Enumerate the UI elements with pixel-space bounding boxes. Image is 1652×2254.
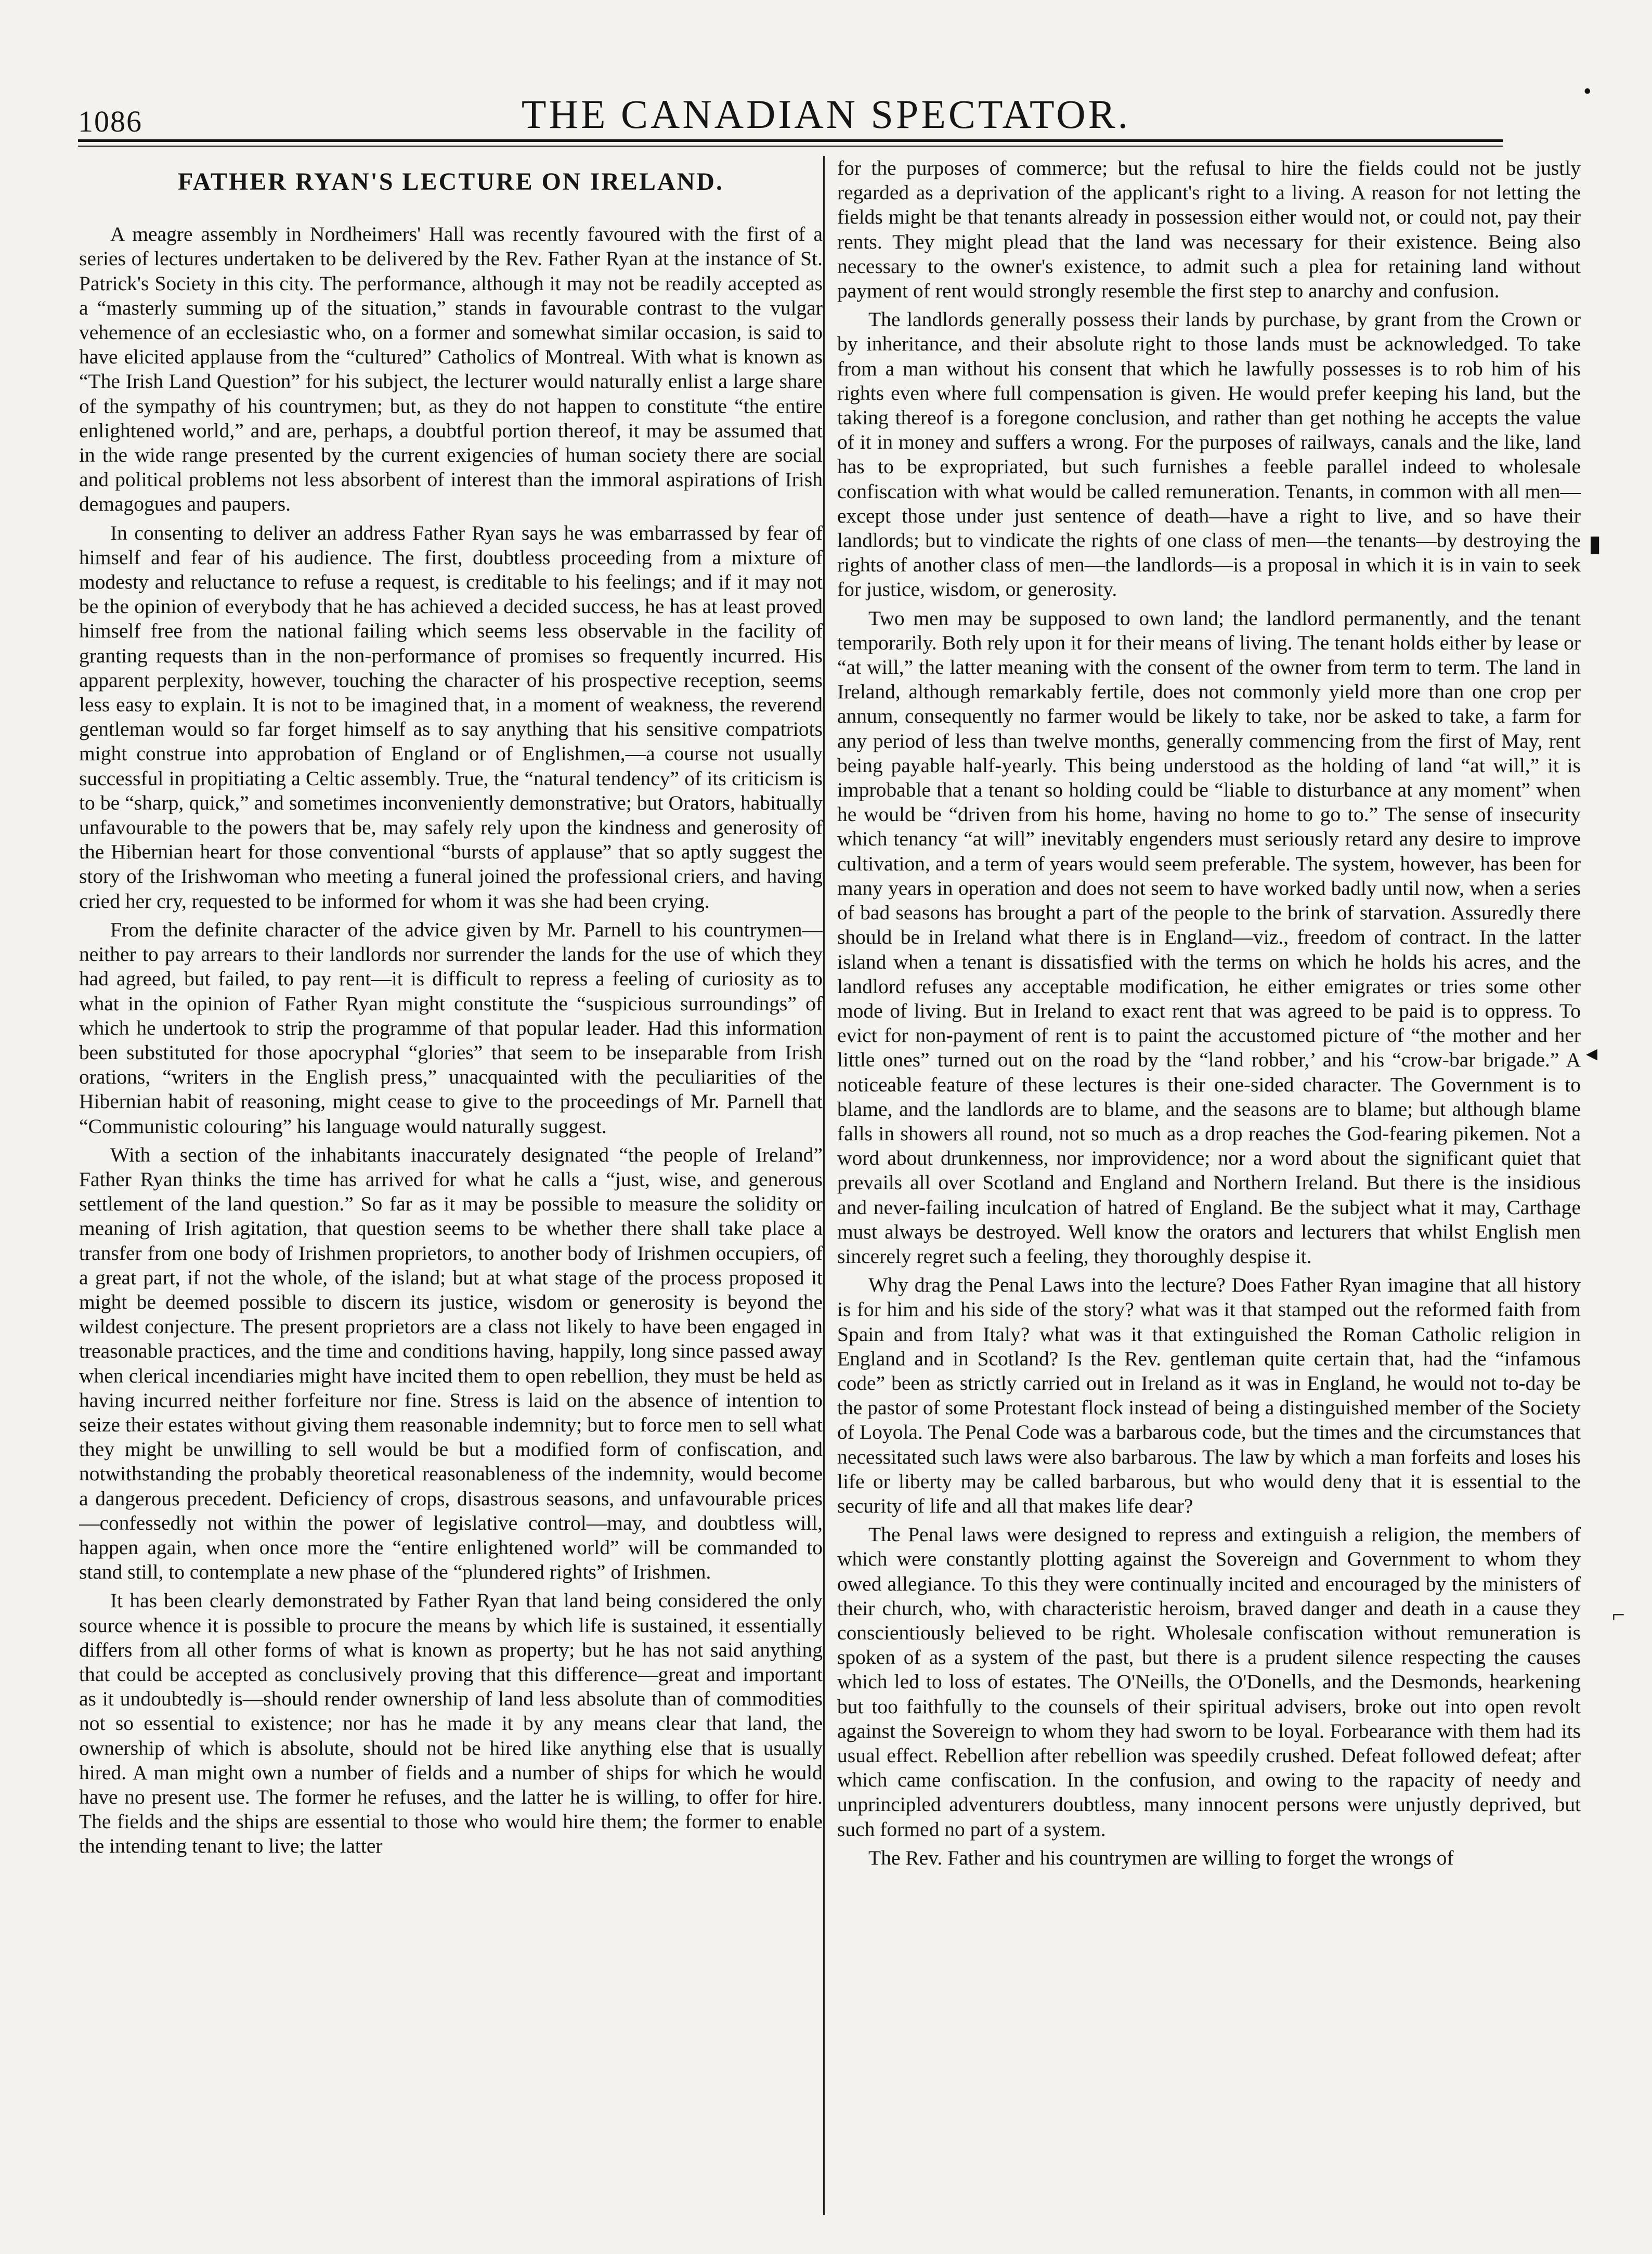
paragraph: for the purposes of commerce; but the refusal to hire the fields could not be justly regarded as a deprivation of the applicant's right to a living. A reason for not letting the fields might be that tenants already in possession either would not, or could not, pay their rents. They might plead that the land was necessary for their existence. Being also necessary to the owner's existence, to admit such a plea for retaining land without payment of rent would strongly resemble the first step to anarchy and confusion. <box>837 157 1581 303</box>
article-title: FATHER RYAN'S LECTURE ON IRELAND. <box>178 168 724 196</box>
publication-title: THE CANADIAN SPECTATOR. <box>521 92 1131 137</box>
paragraph: Two men may be supposed to own land; the landlord permanently, and the tenant temporarily. Both rely upon it for their means of living. The tenant holds either by lease or “at will,” the latter meaning with the consent of the owner from term to term. The land in Ireland, although remarkably fertile, does not commonly yield more than one crop per annum, consequently no farmer would be likely to take, nor be asked to take, a farm for any period of less than twelve months, generally commencing from the first of May, rent being payable half-yearly. This being understood as the holding of land “at will,” it is improbable that a tenant so holding could be “liable to disturbance at any moment” when he would be “driven from his home, having no home to go to.” The sense of insecurity which tenancy “at will” inevitably engenders must seriously retard any desire to improve cultivation, and a term of years would seem preferable. The system, however, has been for many years in operation and does not seem to have worked badly until now, when a series of bad seasons has brought a part of the people to the brink of starvation. Assuredly there should be in Ireland what there is in England—viz., freedom of contract. In the latter island when a tenant is dissatisfied with the terms on which he holds his acres, and the landlord refuses any acceptable modification, he either emigrates or tries some other mode of living. But in Ireland to exact rent that was agreed to be paid is to oppress. To evict for non-payment of rent is to paint the accustomed picture of “the mother and her little ones” turned out on the road by the “land robber,’ and his “crow-bar brigade.” A noticeable feature of these lectures is their one-sided character. The Government is to blame, and the landlords are to blame, and the seasons are to blame; but although blame falls in showers all round, not so much as a drop reaches the God-fearing pikemen. Not a word about drunkenness, nor improvidence; nor a word about the significant quiet that prevails all over Scotland and England and Northern Ireland. But there is the insidious and never-failing inculcation of hatred of England. Be the subject what it may, Carthage must always be destroyed. Well know the orators and lecturers that whilst English men sincerely regret such a feeling, they thoroughly despise it. <box>837 606 1581 1268</box>
margin-speck-icon: ▮ <box>1589 531 1602 556</box>
margin-speck-icon: • <box>1583 79 1592 104</box>
column-divider <box>823 156 825 2215</box>
header-rule-thin <box>78 146 1503 147</box>
paragraph: Why drag the Penal Laws into the lecture? Does Father Ryan imagine that all history is for him and his side of the story? what was it that stamped out the reformed faith from Spain and from Italy? what was it that extinguished the Roman Catholic religion in England and in Scotland? Is the Rev. gentleman quite certain that, had the “infamous code” been as strictly carried out in Ireland as it was in England, he would not to-day be the pastor of some Protestant flock instead of being a distinguished member of the Society of Loyola. The Penal Code was a barbarous code, but the times and the circumstances that necessitated such laws were also barbarous. The law by which a man forfeits and loses his life or liberty may be called barbarous, but who would deny that it is essential to the security of life and all that makes life dear? <box>837 1273 1581 1517</box>
header-rule <box>78 139 1503 142</box>
right-column <box>837 156 1581 2225</box>
margin-speck-icon: ⌐ <box>1612 1602 1625 1627</box>
paragraph: The Penal laws were designed to repress and extinguish a religion, the members of which were constantly plotting against the Sovereign and Government to whom they owed allegiance. To this they were continually incited and encouraged by the ministers of their church, who, with characteristic heroism, braved danger and death in a cause they conscientiously believed to be right. Wholesale confiscation without remuneration is spoken of as a system of the past, but there is a prudent silence respecting the causes which led to loss of estates. The O'Neills, the O'Donells, and the Desmonds, hearkening but too faithfully to the counsels of their spiritual advisers, broke out into open revolt against the Sovereign to whom they had sworn to be loyal. Forbearance with them had its usual effect. Rebellion after rebellion was speedily crushed. Defeat followed defeat; after which came confiscation. In the confusion, and owing to the rapacity of needy and unprincipled adventurers doubtless, many innocent persons were unjustly deprived, but such formed no part of a system. <box>837 1523 1581 1841</box>
left-column <box>79 156 823 2225</box>
paragraph: In consenting to deliver an address Father Ryan says he was embarrassed by fear of himself and fear of his audience. The first, doubtless proceeding from a mixture of modesty and reluctance to refuse a request, is creditable to his feelings; and if it may not be the opinion of everybody that he has achieved a decided success, he has at least proved himself free from the national failing which seems less observable in the facility of granting requests than in the non-performance of promises so frequently incurred. His apparent perplexity, however, touching the character of his prospective reception, seems less easy to explain. It is not to be imagined that, in a moment of weakness, the reverend gentleman would so far forget himself as to say anything that his sensitive compatriots might construe into approbation of England or of Englishmen,—a course not usually successful in propitiating a Celtic assembly. True, the “natural tendency” of its criticism is to be “sharp, quick,” and sometimes inconveniently demonstrative; but Orators, habitually unfavourable to the powers that be, may safely rely upon the kindness and generosity of the Hibernian heart for those conventional “bursts of applause” that so aptly suggest the story of the Irishwoman who meeting a funeral joined the professional criers, and having cried her cry, requested to be informed for whom it was she had been crying. <box>79 521 823 913</box>
paragraph: The landlords generally possess their lands by purchase, by grant from the Crown or by inheritance, and their absolute right to those lands must be acknowledged. To take from a man without his consent that which he lawfully possesses is to rob him of his rights even where full compensation is given. He would prefer keeping his land, but the taking thereof is a foregone conclusion, and rather than get nothing he accepts the value of it in money and suffers a wrong. For the purposes of railways, canals and the like, land has to be expropriated, but such furnishes a feeble parallel indeed to wholesale confiscation with what would be called remuneration. Tenants, in common with all men—except those under just sentence of death—have a right to live, and so have their landlords; but to vindicate the rights of one class of men—the tenants—by destroying the rights of another class of men—the landlords—is a proposal in which it is in vain to seek for justice, wisdom, or generosity. <box>837 308 1581 601</box>
paragraph: It has been clearly demonstrated by Father Ryan that land being considered the only source whence it is possible to procure the means by which life is sustained, it essentially differs from all other forms of what is known as property; but he has not said anything that could be accepted as conclusively proving that this difference—great and important as it undoubtedly is—should render ownership of land less absolute than of commodities not so essential to existence; nor has he made it by any means clear that land, the ownership of which is absolute, should not be hired like anything else that is usually hired. A man might own a number of fields and a number of ships for which he would have no present use. The former he refuses, and the latter he is willing, to offer for hire. The fields and the ships are essential to those who would hire them; the former to enable the intending tenant to live; the latter <box>79 1589 823 1858</box>
page-number: 1086 <box>78 105 142 138</box>
paragraph: With a section of the inhabitants inaccurately designated “the people of Ireland” Father Ryan thinks the time has arrived for what he calls a “just, wise, and generous settlement of the land question.” So far as it may be possible to measure the solidity or meaning of Irish agitation, that question seems to be whether there shall take place a transfer from one body of Irishmen proprietors, to another body of Irishmen occupiers, of a great part, if not the whole, of the island; but at what stage of the process proposed it might be deemed possible to discern its justice, wisdom or generosity is beyond the wildest conjecture. The present proprietors are a class not likely to have been engaged in treasonable practices, and the time and conditions having, happily, long since passed away when clerical incendiaries might have incited them to open rebellion, they must be held as having incurred neither forfeiture nor fine. Stress is laid on the absence of intention to seize their estates without giving them reasonable indemnity; but to force men to sell what they might be unwilling to sell would be but a modified form of confiscation, and notwithstanding the probably theoretical reasonableness of the indemnity, would become a dangerous precedent. Deficiency of crops, disastrous seasons, and unfavourable prices—confessedly not within the power of legislative control—may, and doubtless will, happen again, when once more the “entire enlightened world” will be commanded to stand still, to contemplate a new phase of the “plundered rights” of Irishmen. <box>79 1143 823 1584</box>
paragraph: The Rev. Father and his countrymen are willing to forget the wrongs of <box>868 1846 1454 1869</box>
paragraph: A meagre assembly in Nordheimers' Hall was recently favoured with the first of a series of lectures undertaken to be delivered by the Rev. Father Ryan at the instance of St. Patrick's Society in this city. The performance, although it may not be readily accepted as a “masterly summing up of the situation,” stands in favourable contrast to the vulgar vehemence of an ecclesiastic who, on a former and somewhat similar occasion, is said to have elicited applause from the “cultured” Catholics of Montreal. With what is known as “The Irish Land Question” for his subject, the lecturer would naturally enlist a large share of the sympathy of his countrymen; but, as they do not happen to constitute “the entire enlightened world,” and are, perhaps, a doubtful portion thereof, it may be assumed that in the wide range presented by the current exigencies of human society there are social and political problems not less absorbent of interest than the immoral aspirations of Irish demagogues and paupers. <box>79 223 823 516</box>
margin-speck-icon: ◂ <box>1586 1040 1598 1066</box>
paragraph: From the definite character of the advice given by Mr. Parnell to his countrymen—neither to pay arrears to their landlords nor surrender the lands for the use of which they had agreed, but failed, to pay rent—it is difficult to repress a feeling of curiosity as to what in the opinion of Father Ryan might constitute the “suspicious surroundings” of which he undertook to strip the programme of that popular leader. Had this information been substituted for those apocryphal “glories” that seem to be inseparable from Irish orations, “writers in the English press,” unacquainted with the peculiarities of the Hibernian habit of reasoning, might cease to give to the proceedings of Mr. Parnell that “Communistic colouring” his language would naturally suggest. <box>79 918 823 1138</box>
